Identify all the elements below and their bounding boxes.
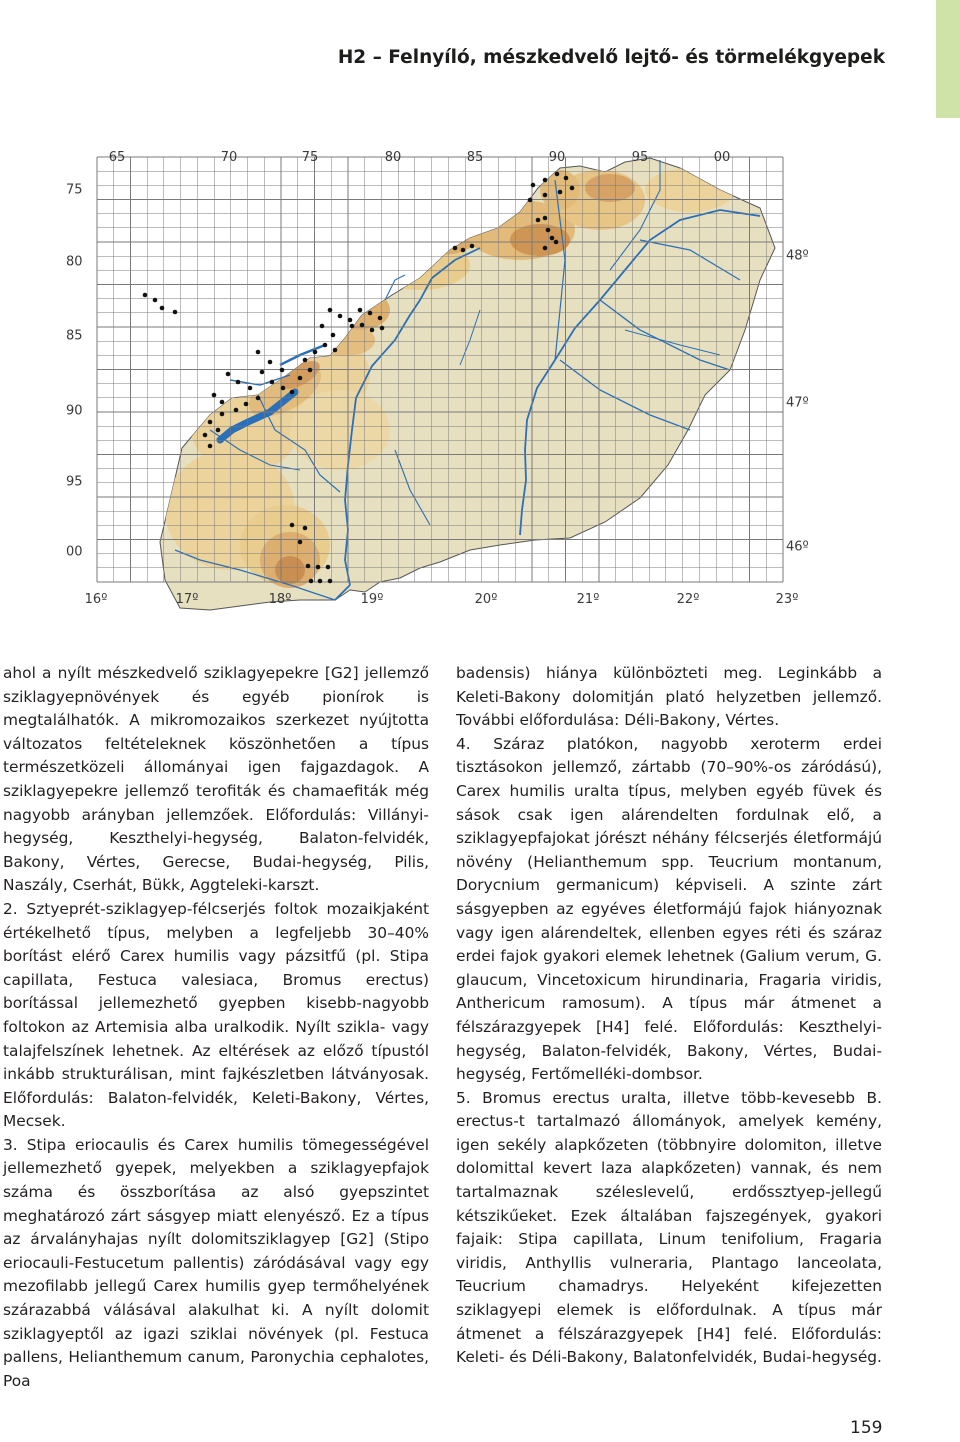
occurrence-dot bbox=[256, 350, 261, 355]
occurrence-dot bbox=[212, 393, 217, 398]
occurrence-dot bbox=[270, 380, 275, 385]
occurrence-dot bbox=[226, 372, 231, 377]
page-title: H2 – Felnyíló, mészkedvelő lejtő- és törmelékgyepek bbox=[337, 47, 885, 68]
occurrence-dot bbox=[208, 420, 213, 425]
bottom-axis-label: 20º bbox=[474, 592, 498, 607]
left-axis-label: 95 bbox=[66, 474, 83, 490]
occurrence-dot bbox=[320, 324, 325, 329]
occurrence-dot bbox=[280, 368, 285, 373]
top-axis-label: 00 bbox=[713, 150, 731, 165]
occurrence-dot bbox=[303, 358, 308, 363]
occurrence-dot bbox=[543, 246, 548, 251]
bottom-axis-label: 16º bbox=[84, 592, 108, 607]
left-axis-label: 85 bbox=[66, 328, 83, 344]
top-axis-label: 65 bbox=[108, 150, 126, 165]
occurrence-dot bbox=[220, 412, 225, 417]
occurrence-dot bbox=[550, 236, 555, 241]
occurrence-dot bbox=[461, 248, 466, 253]
occurrence-dot bbox=[244, 402, 249, 407]
occurrence-dot bbox=[290, 523, 295, 528]
chapter-tab-strip bbox=[936, 0, 960, 118]
left-axis-label: 00 bbox=[66, 544, 83, 560]
occurrence-dot bbox=[350, 324, 355, 329]
occurrence-dot bbox=[256, 396, 261, 401]
occurrence-dot bbox=[160, 306, 165, 311]
occurrence-dot bbox=[554, 240, 559, 245]
occurrence-dot bbox=[328, 308, 333, 313]
occurrence-dot bbox=[564, 176, 569, 181]
occurrence-dot bbox=[234, 408, 239, 413]
occurrence-dot bbox=[153, 298, 158, 303]
paragraph: 5. Bromus erectus uralta, illetve több-kevesebb B. erectus-t tartalmazó állományok, amelyek kemény, igen sekély alapkőzeten (többnyire dolomiton, illetve dolomittal kevert laza alapkőzeten) vannak, és nem tartalmaznak széleslevelű, erdőssztyep-jellegű kétszikűeket. Ezek általában fajszegények, gyakori fajaik: Stipa capillata, Linum tenifolium, Fragaria viridis, Anthyllis vulneraria, Plantago lanceolata, Teucrium chamadrys. Helyeként kifejezetten sziklagyepi elemek is előfordulnak. A típus már átmenet a félszárazgyepek [H4] felé. Előfordulás: Keleti- és Déli-Bakony, Balatonfelvidék, Budai-hegység. bbox=[456, 1088, 882, 1367]
left-axis-label: 80 bbox=[66, 254, 83, 270]
occurrence-dot bbox=[380, 326, 385, 331]
occurrence-dot bbox=[323, 343, 328, 348]
bottom-axis-label: 19º bbox=[360, 592, 384, 607]
occurrence-dot bbox=[453, 246, 458, 251]
right-axis-label: 46º bbox=[786, 539, 809, 555]
paragraph: 3. Stipa eriocaulis és Carex humilis tömegességével jellemezhető gyepek, melyekben a sziklagyepfajok száma és összborítása az alsó gyepszintet meghatározó zárt sásgyep miatt elenyésző. Ez a típus az árvalányhajas nyílt dolomitsziklagyep [G2] (Stipo eriocauli-Festucetum pallentis) záródásával vagy egy mezofilabb jellegű Carex humilis gyep termőhelyének szárazabbá válásával alakulhat ki. A nyílt dolomit sziklagyeptől az igazi sziklai növények (pl. Festuca pallens, Helianthemum canum, Paronychia cephalotes, Poa bbox=[3, 1135, 429, 1390]
occurrence-dot bbox=[143, 293, 148, 298]
top-axis-label: 80 bbox=[384, 150, 402, 165]
distribution-map bbox=[0, 130, 960, 620]
occurrence-dot bbox=[173, 310, 178, 315]
paragraph: badensis) hiánya különbözteti meg. Leginkább a Keleti-Bakony dolomitján plató helyzetben jellemző. További előfordulása: Déli-Bakony, Vértes. bbox=[456, 664, 882, 730]
occurrence-dot bbox=[308, 368, 313, 373]
occurrence-dot bbox=[326, 565, 331, 570]
bottom-axis-label: 18º bbox=[268, 592, 292, 607]
paragraph: ahol a nyílt mészkedvelő sziklagyepekre [G2] jellemző sziklagyepnövények és egyéb pionírok is megtalálhatók. A mikromozaikos szerkezet nyújtotta változatos feltételeknek köszönhetően a típus természetközeli állományai igen fajgazdagok. A sziklagyepekre jellemző terofiták és chamaefiták még nagyobb arányban jellemzőek. Előfordulás: Villányi-hegység, Keszthelyi-hegység, Balaton-felvidék, Bakony, Vértes, Gerecse, Budai-hegység, Pilis, Naszály, Cserhát, Bükk, Aggteleki-karszt. bbox=[3, 664, 429, 895]
occurrence-dot bbox=[543, 216, 548, 221]
occurrence-dot bbox=[290, 390, 295, 395]
occurrence-dot bbox=[368, 311, 373, 316]
left-column bbox=[3, 662, 429, 1393]
occurrence-dot bbox=[360, 323, 365, 328]
occurrence-dot bbox=[528, 198, 533, 203]
right-column bbox=[456, 662, 882, 1370]
occurrence-dot bbox=[555, 172, 560, 177]
occurrence-dot bbox=[370, 328, 375, 333]
right-axis-label: 48º bbox=[786, 248, 809, 264]
occurrence-dot bbox=[298, 376, 303, 381]
occurrence-dot bbox=[268, 360, 273, 365]
occurrence-dot bbox=[309, 579, 314, 584]
occurrence-dot bbox=[358, 308, 363, 313]
occurrence-dot bbox=[348, 318, 353, 323]
occurrence-dot bbox=[316, 565, 321, 570]
occurrence-dot bbox=[306, 564, 311, 569]
paragraph: 2. Sztyeprét-sziklagyep-félcserjés foltok mozaikjaként értékelhető típus, melyben a legfeljebb 30–40% borítást elérő Carex humilis vagy pázsitfű (pl. Stipa capillata, Festuca valesiaca, Bromus erectus) borítással jellemezhető gyepben kisebb-nagyobb foltokon az Artemisia alba uralkodik. Nyílt szikla- vagy talajfelszínek lehetnek. Az eltérések az előző típustól inkább strukturálisan, mint fajkészletben látványosak. Előfordulás: Balaton-felvidék, Keleti-Bakony, Vértes, Mecsek. bbox=[3, 899, 429, 1131]
bottom-axis-label: 22º bbox=[676, 592, 700, 607]
occurrence-dot bbox=[333, 348, 338, 353]
occurrence-dot bbox=[220, 400, 225, 405]
occurrence-dot bbox=[216, 428, 221, 433]
top-axis-label: 70 bbox=[220, 150, 238, 165]
occurrence-dot bbox=[313, 350, 318, 355]
bottom-axis-label: 17º bbox=[175, 592, 199, 607]
occurrence-dot bbox=[546, 228, 551, 233]
occurrence-dot bbox=[260, 370, 265, 375]
occurrence-dot bbox=[338, 314, 343, 319]
occurrence-dot bbox=[378, 316, 383, 321]
occurrence-dot bbox=[331, 333, 336, 338]
top-axis-label: 85 bbox=[466, 150, 484, 165]
occurrence-dot bbox=[318, 579, 323, 584]
occurrence-dot bbox=[328, 579, 333, 584]
bottom-axis-label: 21º bbox=[576, 592, 600, 607]
occurrence-dot bbox=[470, 244, 475, 249]
top-axis-label: 90 bbox=[548, 150, 566, 165]
paragraph: 4. Száraz platókon, nagyobb xeroterm erdei tisztásokon jellemző, zártabb (70–90%-os záródású), Carex humilis uralta típus, melyben egyéb füvek és sások csak igen alárendelten fordulnak elő, a sziklagyepfajokat jórészt néhány félcserjés életformájú növény (Helianthemum spp. Teucrium montanum, Dorycnium germanicum) képviseli. A szinte zárt sásgyepben az egyéves életformájú fajok hiányoznak vagy igen alárendeltek, ellenben egyes réti és száraz erdei fajok gyakori elemek lehetnek (Galium verum, G. glaucum, Vincetoxicum hirundinaria, Fragaria viridis, Anthericum ramosum). A típus már átmenet a félszárazgyepek [H4] felé. Előfordulás: Keszthelyi-hegység, Balaton-felvidék, Bakony, Vértes, Budai-hegység, Fertőmelléki-dombsor. bbox=[456, 734, 882, 1084]
occurrence-dot bbox=[558, 190, 563, 195]
occurrence-dot bbox=[203, 433, 208, 438]
map-svg bbox=[0, 130, 960, 620]
bottom-axis-label: 23º bbox=[775, 592, 799, 607]
right-axis-label: 47º bbox=[786, 395, 809, 411]
left-axis-label: 90 bbox=[66, 403, 83, 419]
page-number: 159 bbox=[850, 1418, 883, 1438]
occurrence-dot bbox=[531, 183, 536, 188]
occurrence-dot bbox=[543, 193, 548, 198]
occurrence-dot bbox=[303, 526, 308, 531]
top-axis-label: 95 bbox=[631, 150, 649, 165]
occurrence-dot bbox=[536, 218, 541, 223]
occurrence-dot bbox=[208, 444, 213, 449]
occurrence-dot bbox=[543, 178, 548, 183]
left-axis-label: 75 bbox=[66, 182, 83, 198]
occurrence-dot bbox=[281, 386, 286, 391]
top-axis-label: 75 bbox=[301, 150, 319, 165]
occurrence-dot bbox=[570, 186, 575, 191]
occurrence-dot bbox=[298, 540, 303, 545]
occurrence-dot bbox=[248, 386, 253, 391]
occurrence-dot bbox=[236, 380, 241, 385]
